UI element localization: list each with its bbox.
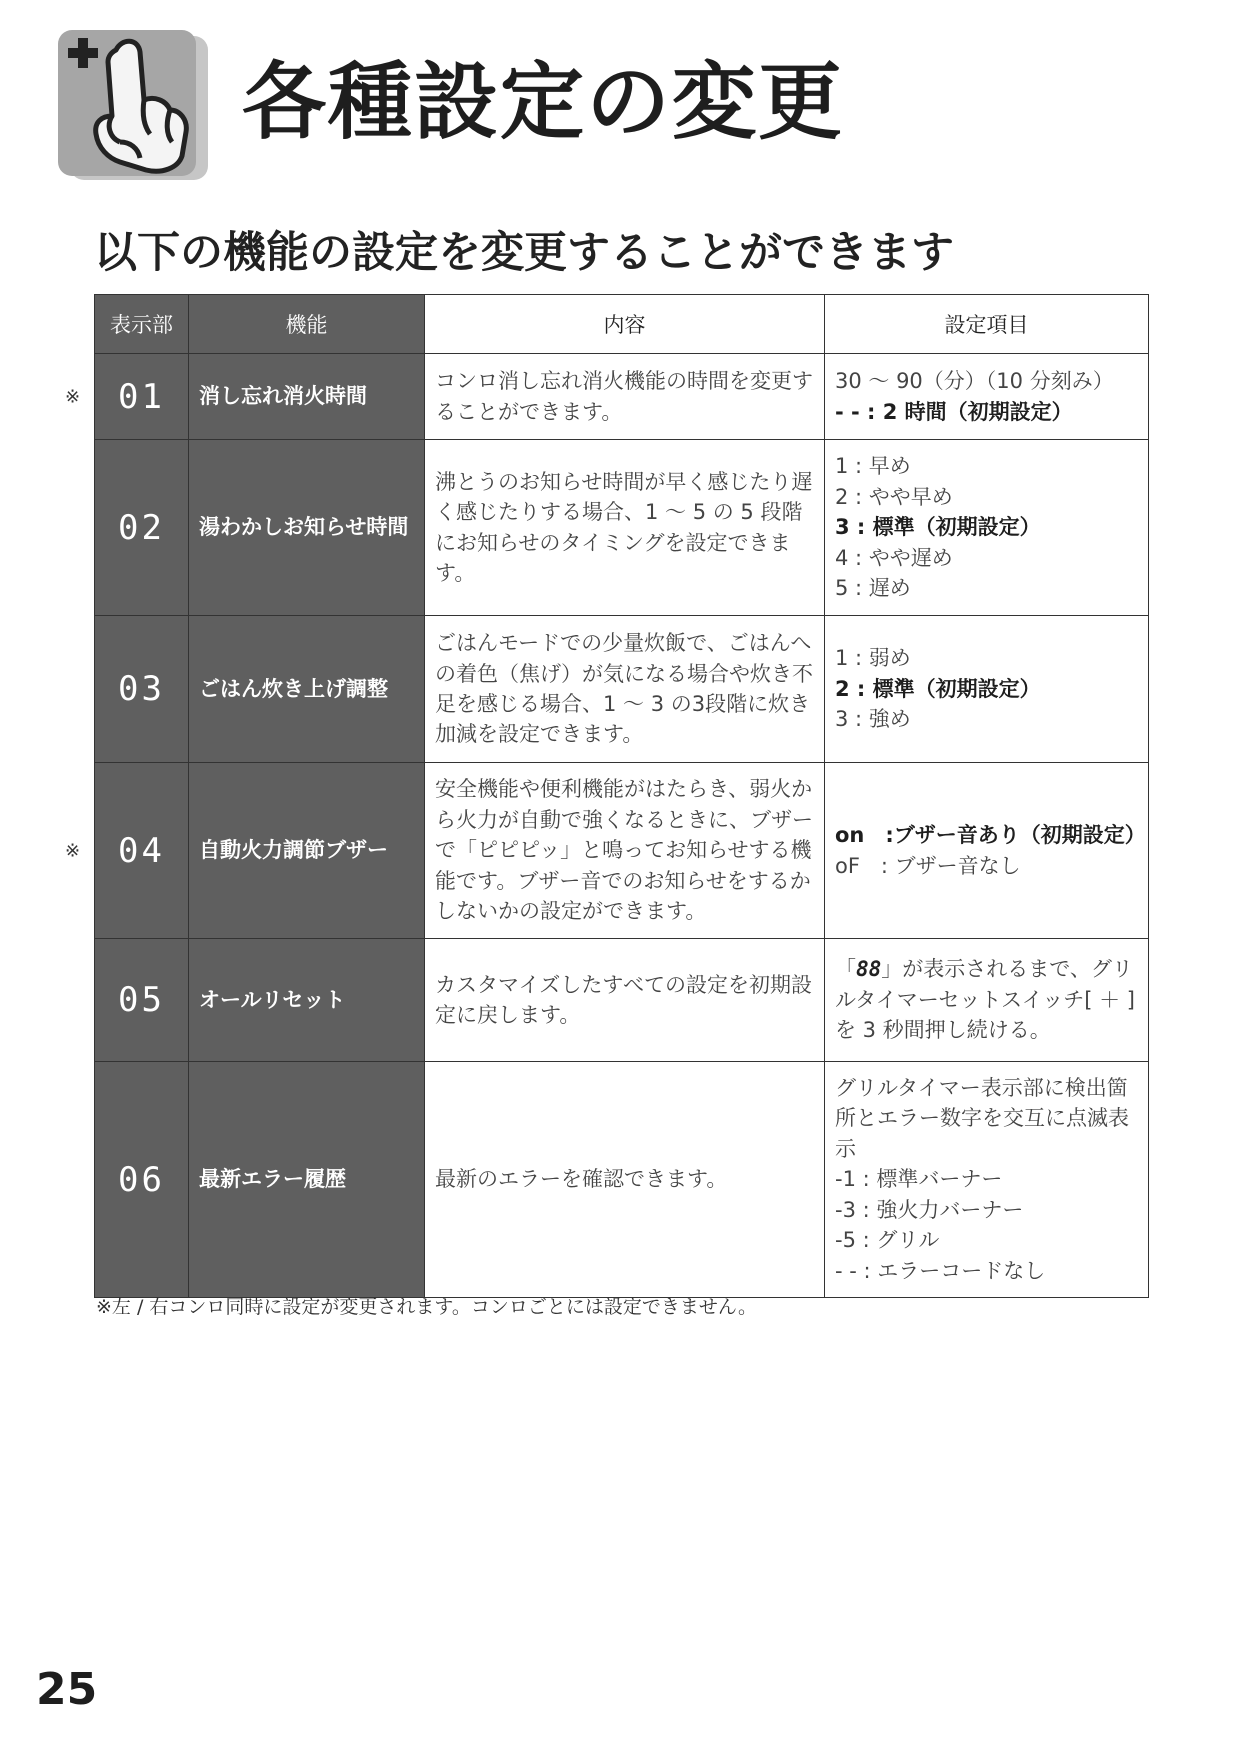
display-code: 05: [118, 980, 165, 1020]
settings-table: [65, 294, 1149, 1298]
display-code-cell: [95, 616, 189, 763]
setting-option: 30 ～ 90（分）（10 分刻み）: [835, 369, 1114, 394]
setting-options: [825, 440, 1149, 616]
function-description: カスタマイズしたすべての設定を初期設定に戻します。: [425, 939, 825, 1062]
note-mark: ※: [65, 386, 81, 407]
setting-option: -1 : 標準バーナー: [835, 1167, 1003, 1192]
reset-instruction-prefix: 「: [835, 957, 856, 982]
reset-instruction: 」が表示されるまで、グリルタイマーセットスイッチ[ ＋ ]を 3 秒間押し続ける。: [835, 957, 1136, 1043]
setting-option-default: - - : 2 時間（初期設定）: [835, 399, 1073, 424]
function-description: 安全機能や便利機能がはたらき、弱火から火力が自動で強くなるときに、ブザーで「ピピピッ」と鳴ってお知らせする機能です。ブザー音でのお知らせをするかしないかの設定ができます。: [425, 763, 825, 939]
setting-option: 2 : やや早め: [835, 484, 953, 509]
setting-option: oF : ブザー音なし: [835, 853, 1021, 878]
display-code-cell: [65, 763, 189, 939]
setting-option: 1 : 早め: [835, 454, 911, 479]
setting-options: [825, 1062, 1149, 1298]
header-content: 内容: [425, 295, 825, 354]
setting-options: [825, 616, 1149, 763]
setting-option: -3 : 強火力バーナー: [835, 1197, 1024, 1222]
display-code-cell: [95, 440, 189, 616]
page-subtitle: 以下の機能の設定を変更することができます: [94, 228, 954, 278]
setting-options: [825, 763, 1149, 939]
setting-option: -5 : グリル: [835, 1228, 940, 1253]
display-code: 01: [118, 376, 165, 417]
setting-option: - - : エラーコードなし: [835, 1258, 1046, 1283]
setting-option-default: 2 : 標準（初期設定）: [835, 676, 1041, 701]
display-code-cell: [95, 939, 189, 1062]
setting-option-default: on :ブザー音あり（初期設定）: [835, 823, 1146, 848]
function-description: 最新のエラーを確認できます。: [425, 1062, 825, 1298]
setting-option: 3 : 強め: [835, 707, 911, 732]
setting-options: [825, 939, 1149, 1062]
display-code: 06: [118, 1159, 165, 1200]
function-name: 最新エラー履歴: [189, 1062, 425, 1298]
function-description: 沸とうのお知らせ時間が早く感じたり遅く感じたりする場合、1 ～ 5 の 5 段階にお知らせのタイミングを設定できます。: [425, 440, 825, 616]
display-code: 02: [118, 507, 165, 548]
function-name: 消し忘れ消火時間: [189, 354, 425, 440]
table-row: [95, 763, 1149, 939]
page-number: 25: [36, 1664, 98, 1715]
function-name: 自動火力調節ブザー: [189, 763, 425, 939]
setting-option: 5 : 遅め: [835, 576, 911, 601]
function-description: コンロ消し忘れ消火機能の時間を変更することができます。: [425, 354, 825, 440]
display-code: 04: [118, 830, 165, 871]
table-row: [95, 440, 1149, 616]
function-description: ごはんモードでの少量炊飯で、ごはんへの着色（焦げ）が気になる場合や炊き不足を感じる場合、1 ～ 3 の3段階に炊き加減を設定できます。: [425, 616, 825, 763]
pointing-hand-plus-icon: [58, 30, 208, 180]
table-row: [95, 1062, 1149, 1298]
table-row: [95, 354, 1149, 440]
setting-option: 1 : 弱め: [835, 646, 911, 671]
table-row: [95, 939, 1149, 1062]
header-settings: 設定項目: [825, 295, 1149, 354]
setting-option: グリルタイマー表示部に検出箇所とエラー数字を交互に点滅表示: [835, 1075, 1129, 1161]
header-function: 機能: [189, 295, 425, 354]
display-code-cell: [65, 354, 189, 440]
setting-option: 4 : やや遅め: [835, 545, 953, 570]
function-name: 湯わかしお知らせ時間: [189, 440, 425, 616]
table-row: [95, 616, 1149, 763]
lcd-display-88: 88: [856, 957, 882, 982]
footnote: ※左 / 右コンロ同時に設定が変更されます。コンロごとには設定できません。: [96, 1296, 758, 1318]
display-code-cell: [95, 1062, 189, 1298]
table-header-row: [95, 295, 1149, 354]
page-title: 各種設定の変更: [242, 52, 845, 151]
setting-option-default: 3 : 標準（初期設定）: [835, 515, 1041, 540]
setting-options: [825, 354, 1149, 440]
header-display: 表示部: [95, 295, 189, 354]
display-code: 03: [118, 669, 165, 709]
function-name: オールリセット: [189, 939, 425, 1062]
note-mark: ※: [65, 840, 81, 861]
function-name: ごはん炊き上げ調整: [189, 616, 425, 763]
